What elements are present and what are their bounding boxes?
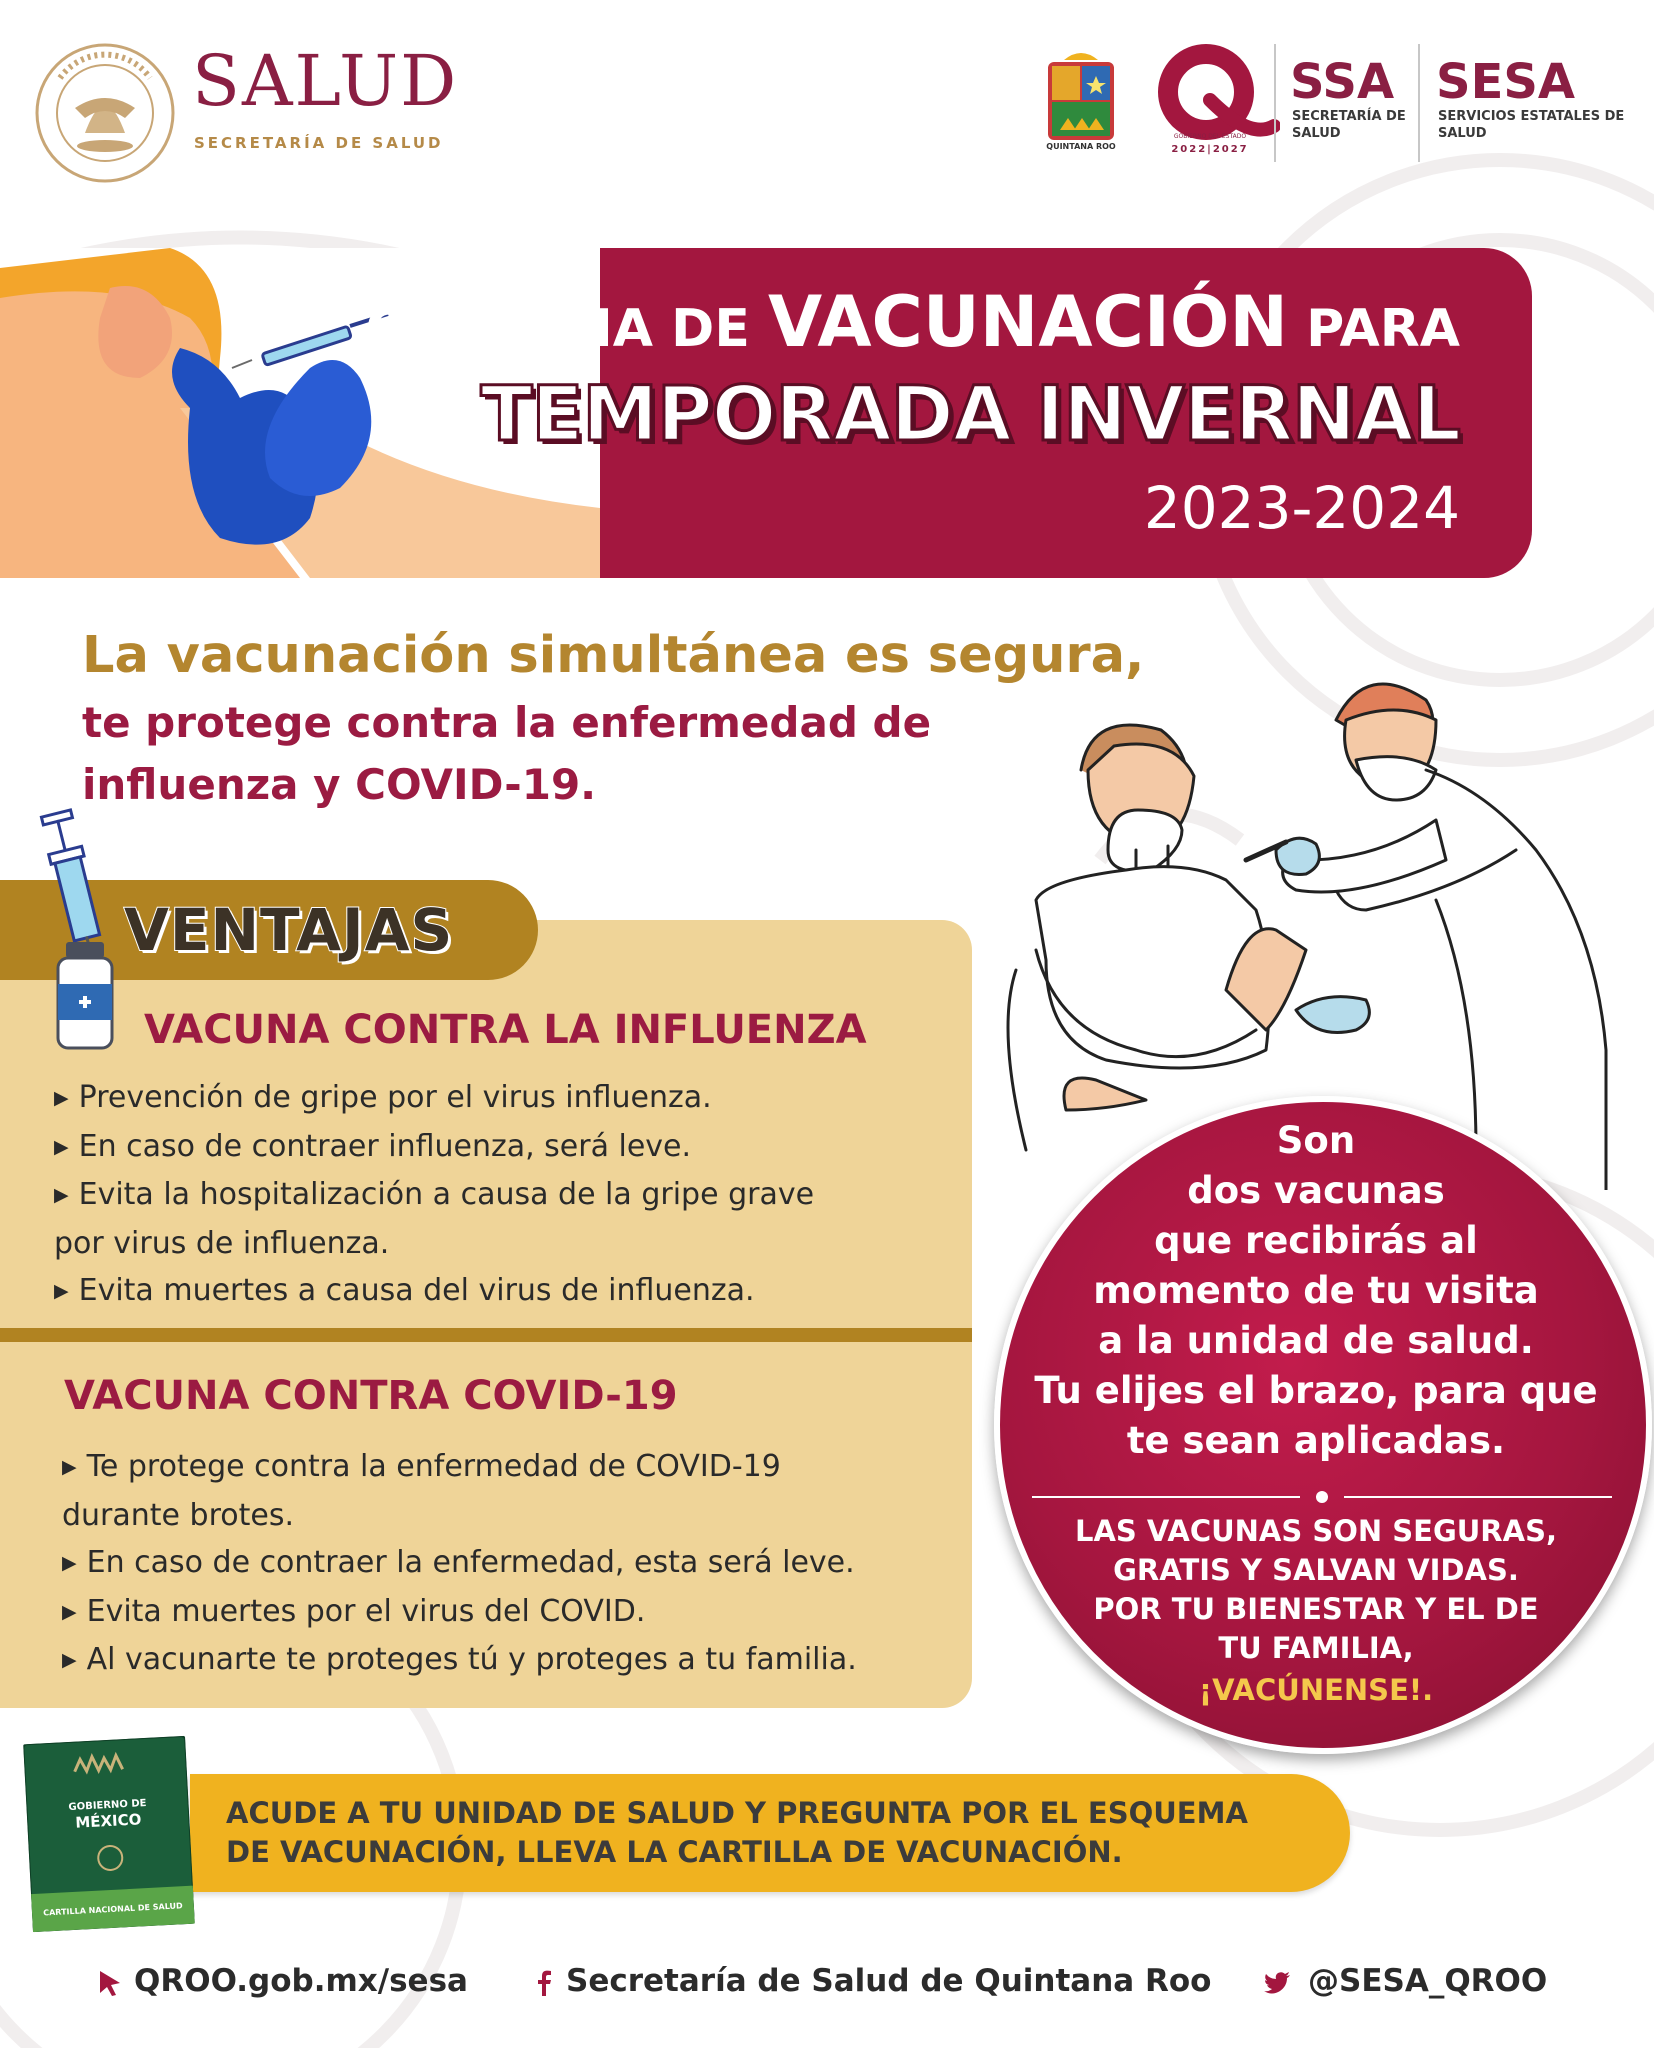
sesa-name: SERVICIOS ESTATALES DE SALUD — [1438, 109, 1625, 141]
website-link[interactable]: QROO.gob.mx/sesa — [134, 1963, 468, 1999]
list-item: ▶ Evita muertes por el virus del COVID. — [62, 1593, 646, 1629]
twitter-handle[interactable]: @SESA_QROO — [1308, 1963, 1548, 1999]
facebook-link[interactable]: Secretaría de Salud de Quintana Roo — [566, 1963, 1212, 1999]
covid-section-title: VACUNA CONTRA COVID-19 — [64, 1373, 678, 1419]
ventajas-label: VENTAJAS — [124, 896, 454, 964]
banner-years: 2023-2024 — [1143, 474, 1460, 542]
salud-title: SALUD — [192, 40, 459, 122]
vacunense-cta: ¡VACÚNENSE!. — [1198, 1673, 1434, 1707]
header-divider — [1274, 44, 1276, 162]
list-item: por virus de influenza. — [54, 1225, 390, 1261]
svg-text:CARTILLA NACIONAL DE SALUD: CARTILLA NACIONAL DE SALUD — [43, 1901, 183, 1918]
facebook-icon — [530, 1969, 558, 1997]
intro-subtext: te protege contra la enfermedad de influenza y COVID-19. — [82, 698, 932, 809]
cursor-icon — [96, 1969, 124, 1997]
influenza-section-title: VACUNA CONTRA LA INFLUENZA — [144, 1007, 867, 1053]
list-item: ▶ Prevención de gripe por el virus influenza. — [54, 1080, 712, 1115]
svg-text:GOBIERNO DE: GOBIERNO DE — [68, 1798, 147, 1814]
gobierno-caption: GOBIERNO DEL ESTADO — [1173, 133, 1247, 140]
salud-subtitle: SECRETARÍA DE SALUD — [194, 134, 444, 152]
covid-bullet-list — [62, 1443, 962, 1685]
list-item: ▶ Evita la hospitalización a causa de la gripe grave — [54, 1177, 815, 1212]
banner-line-1: CAMPAÑA DE VACUNACIÓN PARA — [365, 281, 1460, 363]
list-item: ▶ En caso de contraer la enfermedad, esta será leve. — [62, 1545, 855, 1580]
circle-sub-text: LAS VACUNAS SON SEGURAS, GRATIS Y SALVAN VIDAS. POR TU BIENESTAR Y EL DE TU FAMILIA, — [1075, 1514, 1557, 1665]
gobierno-q-logo — [1140, 40, 1280, 160]
ssa-acronym: SSA — [1290, 54, 1395, 110]
circle-divider — [1032, 1489, 1612, 1505]
influenza-bullet-list — [54, 1074, 954, 1316]
ssa-name: SECRETARÍA DE SALUD — [1292, 109, 1406, 141]
sesa-acronym: SESA — [1436, 54, 1576, 110]
list-item: durante brotes. — [62, 1497, 295, 1533]
banner-line-2: TEMPORADA INVERNAL — [480, 369, 1460, 458]
intro-headline: La vacunación simultánea es segura, — [82, 626, 1145, 685]
circle-main-text: Son dos vacunas que recibirás al momento de tu visita a la unidad de salud. Tu elijes el brazo, para que te sean aplicadas. — [1034, 1119, 1598, 1462]
gobierno-years: 2022|2027 — [1171, 144, 1249, 155]
twitter-icon — [1264, 1969, 1292, 1997]
section-divider — [0, 1328, 972, 1342]
svg-text:MÉXICO: MÉXICO — [74, 1810, 142, 1832]
list-item: ▶ En caso de contraer influenza, será leve. — [54, 1128, 692, 1164]
cartilla-reminder-text: ACUDE A TU UNIDAD DE SALUD Y PREGUNTA POR EL ESQUEMA DE VACUNACIÓN, LLEVA LA CARTILLA DE VACUNACIÓN. — [226, 1796, 1248, 1869]
mexico-seal-logo — [30, 38, 180, 188]
list-item: ▶ Al vacunarte te proteges tú y proteges a tu familia. — [62, 1642, 857, 1677]
list-item: ▶ Te protege contra la enfermedad de COVID-19 — [62, 1449, 781, 1484]
list-item: ▶ Evita muertes a causa del virus de influenza. — [54, 1273, 755, 1308]
header-divider — [1418, 44, 1420, 162]
cartilla-nacional-booklet — [23, 1736, 195, 1932]
quintana-roo-label: QUINTANA ROO — [1046, 142, 1116, 151]
vaccine-vial-icon — [50, 940, 120, 1052]
